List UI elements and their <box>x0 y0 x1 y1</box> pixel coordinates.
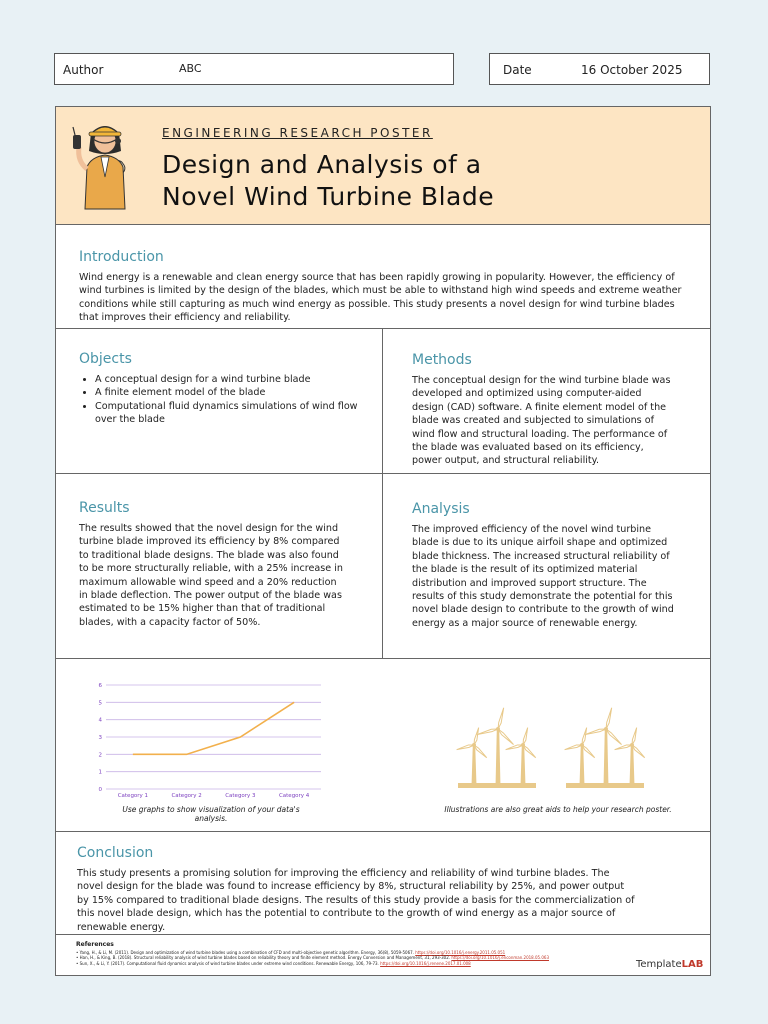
column-divider <box>382 328 383 658</box>
list-item: • Computational fluid dynamics simulations of wind flow over the blade <box>95 400 369 427</box>
poster-title-line-2: Novel Wind Turbine Blade <box>162 182 495 211</box>
turbine-hub <box>604 727 608 731</box>
list-item: • A finite element model of the blade <box>95 386 369 399</box>
turbine-blade <box>476 728 498 736</box>
objects-list <box>79 373 369 427</box>
turbine-hub <box>521 743 525 747</box>
objects-section <box>79 351 369 427</box>
reference-item: • Sun, X., & Li, Y. (2017). Computational fluid dynamics analysis of wind turbine blades under extreme wind conditions. Renewable Energy, 106, 79-73. https://doi.org/10.1016/j.renene.2017.01.008 <box>76 960 471 966</box>
analysis-section <box>412 501 680 630</box>
turbine-blade <box>605 728 622 745</box>
turbine-tower <box>472 745 477 783</box>
turbine-blade <box>584 728 606 736</box>
poster-header <box>56 107 710 225</box>
reference-link[interactable]: https://doi.org/10.1016/j.enconman.2018.05.063 <box>451 955 549 961</box>
illustration-caption: Illustrations are also great aids to help your research poster. <box>444 805 672 814</box>
chart-caption: Use graphs to show visualization of your data's analysis. <box>122 805 300 823</box>
series-line <box>133 702 294 754</box>
wind-turbines-illustration <box>448 689 668 789</box>
methods-section <box>412 352 674 468</box>
reference-item: • Han, H., & King, B. (2018). Structural reliability analysis of wind turbine blades based on reliability theory and finite element method. Energy Conversion and Management, 31, 293-302. https://doi.org/10.1016/j.enconman.2018.05.063 <box>76 955 549 961</box>
author-value: ABC <box>179 62 202 75</box>
references <box>76 941 636 966</box>
list-item: • A conceptual design for a wind turbine blade <box>95 373 369 386</box>
line-chart <box>76 677 326 807</box>
turbine-tower <box>496 729 501 783</box>
analysis-heading: Analysis <box>412 501 470 517</box>
poster-title-line-1: Design and Analysis of a <box>162 150 482 179</box>
y-tick-label: 1 <box>98 769 102 776</box>
x-tick-label: Category 4 <box>278 793 310 799</box>
y-tick-label: 3 <box>98 735 102 741</box>
poster-kicker: ENGINEERING RESEARCH POSTER <box>162 126 433 140</box>
x-tick-label: Category 2 <box>171 793 202 799</box>
introduction-text: Wind energy is a renewable and clean energy source that has been rapidly growing in popularity. However, the efficiency of wind turbines is limited by the design of the blades, which must be able to withstand high wind speeds and extreme weather conditions while still capturing as much wind energy as possible. This study presents a novel design for wind turbine blades that improves their efficiency and reliability. <box>79 272 682 324</box>
turbine-blade <box>497 707 505 729</box>
turbine-blade <box>605 707 613 729</box>
turbine-blade <box>505 744 523 751</box>
turbine-tower <box>521 745 526 783</box>
results-heading: Results <box>79 500 130 516</box>
author-label: Author <box>63 63 104 77</box>
y-tick-label: 6 <box>98 683 102 689</box>
turbine-base <box>458 783 536 788</box>
turbine-base <box>566 783 644 788</box>
introduction-section <box>79 249 697 325</box>
divider <box>56 934 710 935</box>
conclusion-section <box>77 845 637 934</box>
turbine-tower <box>604 729 609 783</box>
divider <box>56 658 710 659</box>
poster-title <box>162 149 494 213</box>
date-value: 16 October 2025 <box>581 63 683 77</box>
reference-link[interactable]: https://doi.org/10.1016/j.renene.2017.01.008 <box>380 960 471 966</box>
engineer-with-blueprints-illustration <box>71 117 141 217</box>
date-field <box>489 53 710 85</box>
turbine-tower <box>630 745 635 783</box>
references-title: References <box>76 941 114 948</box>
y-tick-label: 4 <box>98 717 102 724</box>
y-tick-label: 2 <box>98 752 102 759</box>
poster <box>55 106 711 976</box>
author-field <box>54 53 454 85</box>
turbine-blade <box>473 727 480 745</box>
x-tick-label: Category 1 <box>117 793 149 799</box>
divider <box>56 473 710 474</box>
methods-heading: Methods <box>412 352 472 368</box>
objects-heading: Objects <box>79 351 132 367</box>
turbine-blade <box>564 744 582 751</box>
x-tick-label: Category 3 <box>225 793 256 799</box>
turbine-blade <box>614 744 632 751</box>
conclusion-heading: Conclusion <box>77 845 154 861</box>
analysis-text: The improved efficiency of the novel wind turbine blade is due to its unique airfoil shape and optimized blade thickness. The increased structural reliability of the blade is the result of its optimized material distribution and improved support structure. The results of this study demonstrate the potential for this novel blade design to contribute to the growth of wind energy as a major source of renewable energy. <box>412 524 674 629</box>
turbine-blade <box>497 728 514 745</box>
turbine-blade <box>522 727 529 745</box>
turbine-hub <box>630 743 634 747</box>
reference-link[interactable]: https://doi.org/10.1016/j.energy.2011.05.051 <box>415 950 506 955</box>
conclusion-text: This study presents a promising solution for improving the efficiency and reliability of wind turbine blades. The novel design for the blade was found to increase efficiency by 8%, structural reliability by 25%, and power output by 15% compared to traditional blade designs. The results of this study provide a basis for the commercialization of this novel blade design, which has the potential to contribute to the growth of wind energy as a major source of renewable energy. <box>77 868 635 933</box>
date-label: Date <box>503 63 532 77</box>
results-text: The results showed that the novel design for the wind turbine blade improved its efficiency by 8% compared to traditional blade designs. The blade was also found to be more structurally reliable, with a 25% increase in maximum allowable wind speed and a 20% reduction in blade deflection. The power output of the blade was estimated to be 15% higher than that of traditional blades, with a capacity factor of 50%. <box>79 523 343 628</box>
results-section <box>79 500 343 629</box>
divider <box>56 328 710 329</box>
turbine-hub <box>496 727 500 731</box>
y-tick-label: 0 <box>98 787 102 793</box>
methods-text: The conceptual design for the wind turbine blade was developed and optimized using computer-aided design (CAD) software. A finite element model of the blade was created and subjected to simulations of wind flow and structural loading. The performance of the blade was evaluated based on its efficiency, power output, and structural reliability. <box>412 375 671 467</box>
brand-logo: TemplateLAB <box>636 959 704 970</box>
reference-item: • Yang, H., & Li, M. (2011). Design and optimization of wind turbine blades using a combination of CFD and multi-objective genetic algorithm. Energy, 36(8), 5059-5067. https://doi.org/10.1016/j.energy.2011.05.051 <box>76 950 506 955</box>
turbine-blade <box>581 727 588 745</box>
turbine-hub <box>580 743 584 747</box>
y-tick-label: 5 <box>98 700 102 707</box>
turbine-tower <box>580 745 585 783</box>
turbine-hub <box>472 743 476 747</box>
divider <box>56 831 710 832</box>
turbine-blade <box>631 727 638 745</box>
turbine-blade <box>456 744 474 751</box>
introduction-heading: Introduction <box>79 249 164 265</box>
